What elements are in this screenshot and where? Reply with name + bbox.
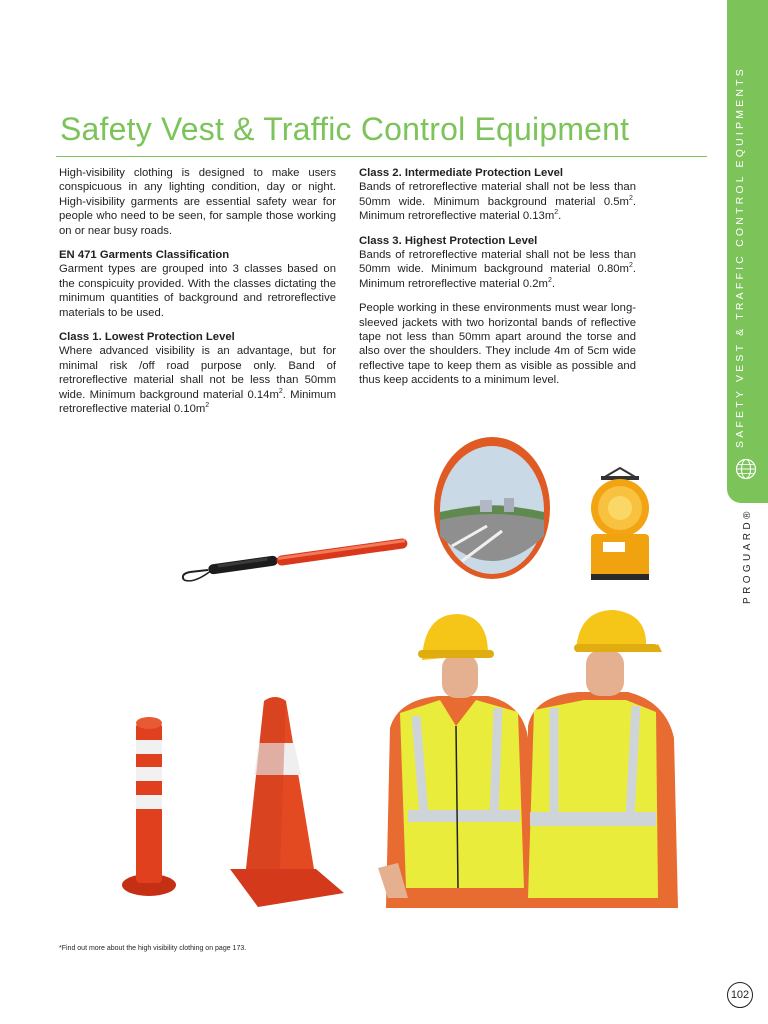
left-text-column	[59, 166, 336, 427]
page-number: 102	[727, 982, 753, 1008]
en471-paragraph: Garment types are grouped into 3 classes based on the conspicuity provided. With the classes dictating the minimum quantities of background and retroreflective materials to be used.	[59, 263, 336, 319]
footnote: *Find out more about the high visibility clothing on page 173.	[59, 945, 247, 952]
brand-label: PROGUARD®	[742, 508, 753, 604]
traffic-baton-image	[178, 530, 413, 590]
en471-heading: EN 471 Garments Classification	[59, 249, 230, 262]
traffic-cone-image	[228, 693, 346, 911]
class2-paragraph: Bands of retroreflective material shall not be less than 50mm wide. Minimum background material $0.5m^2$. Minimum retroreflective material $0.13m^2$.	[359, 181, 636, 223]
class3-paragraph: Bands of retroreflective material shall not be less than 50mm wide. Minimum background material $0.80m^2$. Minimum retroreflective material $0.2m^2$.	[359, 249, 636, 290]
warning-lamp-image	[585, 466, 655, 582]
class3-heading: Class 3. Highest Protection Level	[359, 234, 538, 247]
convex-mirror-image	[432, 436, 552, 580]
class2-heading: Class 2. Intermediate Protection Level	[359, 167, 564, 179]
delineator-post-image	[120, 715, 180, 900]
class1-heading: Class 1. Lowest Protection Level	[59, 331, 235, 344]
class1-paragraph: Where advanced visibility is an advantage, but for minimal risk /off road purpose only. Band of retroreflective material shall not be less than 50mm wide. Minimum background material $0.14m^2$. Minimum retroreflective material $0.10m^2$	[59, 345, 337, 416]
safety-vest-workers-image	[378, 608, 683, 908]
closing-paragraph: People working in these environments must wear long-sleeved jackets with two horizontal bands of reflective tape not less than 50mm apart around the torse and also over the shoulders. They include 4m of 5cm wide reflective tape to keep them as visible as possible and thus keep accidents to a minimum level.	[359, 302, 636, 387]
intro-paragraph: High-visibility clothing is designed to make users conspicuous in any lighting condition, day or night. High-visibility garments are essential safety wear for people who need to be seen, for sample those working on or near busy roads.	[59, 167, 336, 237]
title-divider	[56, 156, 707, 157]
page-title: Safety Vest & Traffic Control Equipment	[60, 111, 630, 147]
globe-icon	[735, 458, 757, 480]
right-text-column	[359, 166, 636, 398]
section-tab-label: SAFETY VEST & TRAFFIC CONTROL EQUIPMENTS	[734, 66, 746, 448]
